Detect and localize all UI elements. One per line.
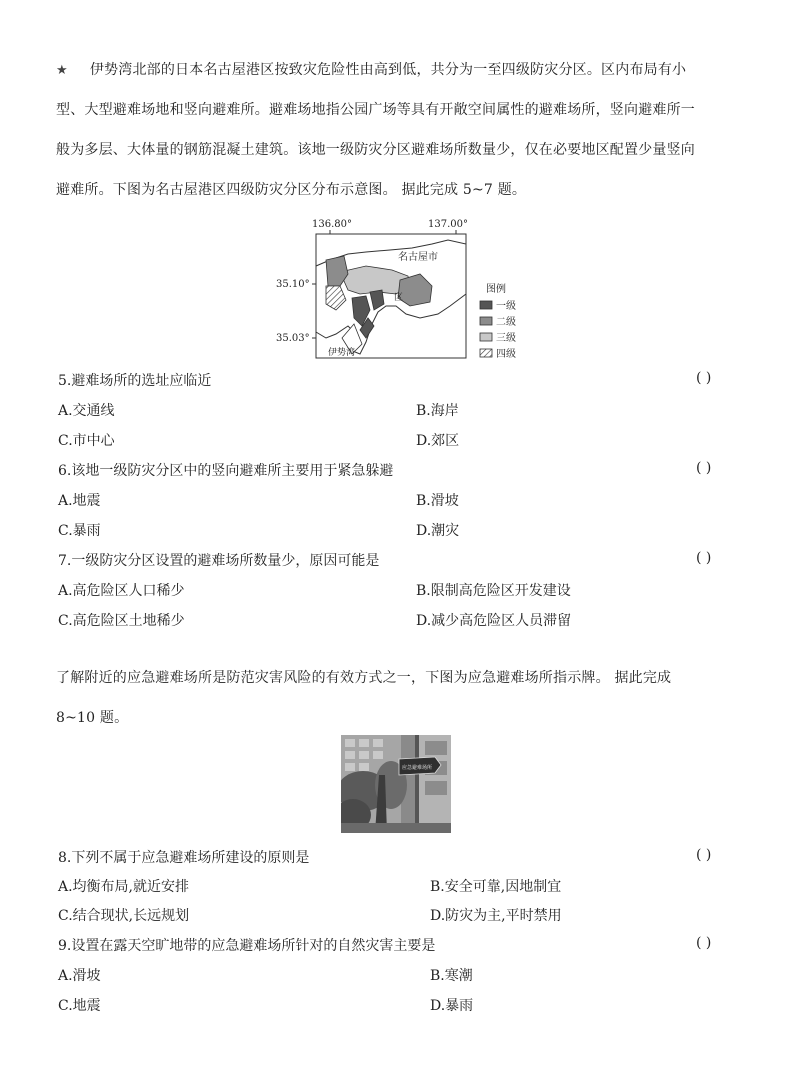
question-6-answer-blank: ( ) bbox=[696, 460, 712, 476]
star-icon: ★ bbox=[56, 63, 68, 78]
legend-swatch-4 bbox=[480, 349, 492, 357]
intro1-line-1: ★ 伊势湾北部的日本名古屋港区按致灾危险性由高到低，共分为一至四级防灾分区。区内布局有小 bbox=[56, 62, 687, 78]
intro1-line-4: 避难所。下图为名古屋港区四级防灾分区分布示意图。 据此完成 5~7 题。 bbox=[56, 182, 527, 198]
lon-left-label: 136.80° bbox=[312, 219, 352, 230]
question-9-option-b: B.寒潮 bbox=[430, 968, 473, 984]
legend-swatch-1 bbox=[480, 301, 492, 309]
zoning-map-figure bbox=[270, 214, 530, 364]
shelter-sign-image bbox=[341, 735, 451, 833]
lat-top-label: 35.10° bbox=[276, 279, 310, 290]
bay-label: 伊势湾 bbox=[328, 348, 356, 358]
question-8-answer-blank: ( ) bbox=[696, 847, 712, 863]
intro-paragraph-1 bbox=[56, 50, 740, 210]
intro2-line-1: 了解附近的应急避难场所是防范灾害风险的有效方式之一，下图为应急避难场所指示牌。 据此完成 bbox=[56, 670, 672, 686]
intro1-line-3: 般为多层、大体量的钢筋混凝土建筑。该地一级防灾分区避难场所数量少，仅在必要地区配置少量竖向 bbox=[56, 142, 695, 158]
legend-label-1: 一级 bbox=[496, 301, 516, 312]
question-6-option-b: B.滑坡 bbox=[416, 493, 459, 509]
question-5-option-b: B.海岸 bbox=[416, 403, 459, 419]
question-9-answer-blank: ( ) bbox=[696, 935, 712, 951]
lon-right-label: 137.00° bbox=[428, 219, 468, 230]
question-5-option-c: C.市中心 bbox=[58, 433, 115, 449]
question-6-option-c: C.暴雨 bbox=[58, 523, 101, 539]
legend-label-3: 三级 bbox=[496, 333, 516, 344]
question-7-option-a: A.高危险区人口稀少 bbox=[58, 583, 185, 599]
question-6-option-a: A.地震 bbox=[58, 493, 101, 509]
question-9-option-c: C.地震 bbox=[58, 998, 101, 1014]
intro1-line-2: 型、大型避难场地和竖向避难所。避难场地指公园广场等具有开敞空间属性的避难场所，竖向避难所一 bbox=[56, 102, 695, 118]
question-9-stem: 9.设置在露天空旷地带的应急避难场所针对的自然灾害主要是 bbox=[58, 938, 436, 954]
question-8-option-d: D.防灾为主,平时禁用 bbox=[430, 908, 562, 924]
question-7-option-c: C.高危险区土地稀少 bbox=[58, 613, 185, 629]
question-7-stem: 7.一级防灾分区设置的避难场所数量少，原因可能是 bbox=[58, 553, 380, 569]
question-5-answer-blank: ( ) bbox=[696, 370, 712, 386]
legend-swatch-3 bbox=[480, 333, 492, 341]
question-8-stem: 8.下列不属于应急避难场所建设的原则是 bbox=[58, 850, 310, 866]
question-8-option-c: C.结合现状,长远规划 bbox=[58, 908, 190, 924]
question-5-stem: 5.避难场所的选址应临近 bbox=[58, 373, 212, 389]
district-label: 区 bbox=[394, 293, 404, 303]
question-8-option-a: A.均衡布局,就近安排 bbox=[58, 879, 190, 895]
intro-paragraph-2 bbox=[56, 658, 740, 738]
lat-bottom-label: 35.03° bbox=[276, 333, 310, 344]
question-6-stem: 6.该地一级防灾分区中的竖向避难所主要用于紧急躲避 bbox=[58, 463, 394, 479]
intro2-line-2: 8~10 题。 bbox=[56, 710, 129, 726]
zoning-map bbox=[270, 214, 530, 364]
city-label: 名古屋市 bbox=[398, 252, 438, 263]
question-9-option-d: D.暴雨 bbox=[430, 998, 474, 1014]
question-6-option-d: D.潮灾 bbox=[416, 523, 460, 539]
legend-swatch-2 bbox=[480, 317, 492, 325]
question-9-option-a: A.滑坡 bbox=[58, 968, 101, 984]
question-7-option-d: D.减少高危险区人员滞留 bbox=[416, 613, 572, 629]
question-7-option-b: B.限制高危险区开发建设 bbox=[416, 583, 571, 599]
question-5-option-a: A.交通线 bbox=[58, 403, 115, 419]
question-5-option-d: D.郊区 bbox=[416, 433, 460, 449]
sign-text: 应急避难场所 bbox=[402, 765, 433, 771]
shelter-sign-photo bbox=[341, 735, 451, 833]
question-7-answer-blank: ( ) bbox=[696, 550, 712, 566]
legend-label-4: 四级 bbox=[496, 349, 516, 360]
legend-title: 图例 bbox=[486, 284, 506, 295]
legend-label-2: 二级 bbox=[496, 317, 516, 328]
question-8-option-b: B.安全可靠,因地制宜 bbox=[430, 879, 562, 895]
